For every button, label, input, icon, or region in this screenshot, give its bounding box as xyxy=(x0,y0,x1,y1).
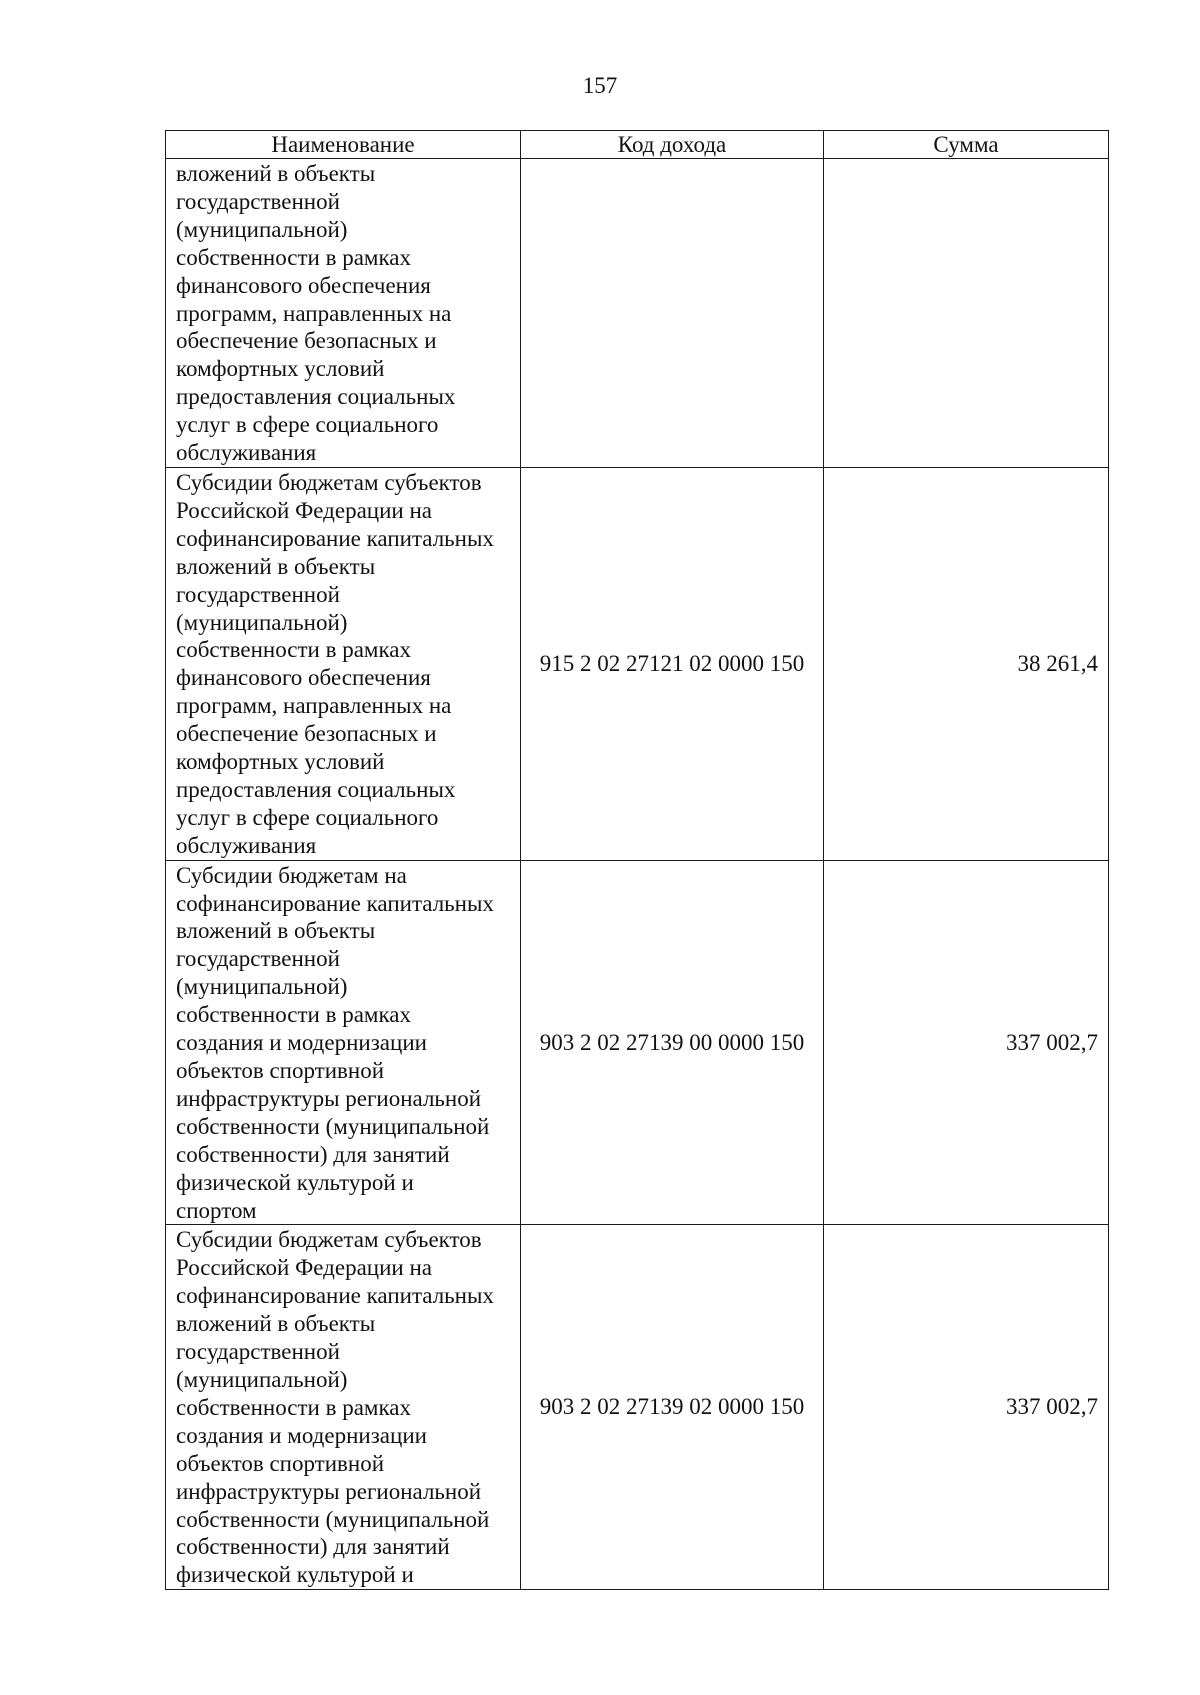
name-line: собственности в рамках xyxy=(176,244,412,270)
table-row xyxy=(166,159,1109,468)
name-line: физической культурой и xyxy=(176,1562,414,1588)
name-line: предоставления социальных xyxy=(176,776,456,802)
name-line: вложений в объекты xyxy=(176,1311,376,1337)
name-line: спортом xyxy=(176,1197,257,1223)
cell-name xyxy=(166,159,521,468)
column-header-name: Наименование xyxy=(166,131,521,159)
name-line: финансового обеспечения xyxy=(176,665,431,691)
name-line: (муниципальной) xyxy=(176,609,348,635)
cell-name xyxy=(166,1225,521,1590)
cell-name xyxy=(166,467,521,860)
name-line: вложений в объекты xyxy=(176,918,376,944)
name-line: государственной xyxy=(176,946,340,972)
name-line: инфраструктуры региональной xyxy=(176,1478,482,1504)
name-line: софинансирование капитальных xyxy=(176,525,494,551)
name-line: финансового обеспечения xyxy=(176,272,431,298)
cell-name xyxy=(166,860,521,1225)
name-line: Российской Федерации на xyxy=(176,497,432,523)
cell-sum: 337 002,7 xyxy=(824,860,1109,1225)
column-header-sum: Сумма xyxy=(824,131,1109,159)
name-line: собственности в рамках xyxy=(176,1002,412,1028)
name-line: объектов спортивной xyxy=(176,1058,385,1083)
name-line: собственности в рамках xyxy=(176,1394,412,1420)
cell-revenue-code: 903 2 02 27139 02 0000 150 xyxy=(521,1225,824,1590)
revenue-table xyxy=(165,130,1109,1590)
table-row xyxy=(166,1225,1109,1590)
name-line: государственной xyxy=(176,1339,340,1365)
cell-sum: 38 261,4 xyxy=(824,467,1109,860)
name-line: предоставления социальных xyxy=(176,384,456,410)
name-line: собственности) для занятий xyxy=(176,1534,450,1560)
name-line: (муниципальной) xyxy=(176,216,348,242)
table-row xyxy=(166,860,1109,1225)
name-line: услуг в сфере социального xyxy=(176,412,439,438)
name-line: (муниципальной) xyxy=(176,974,348,1000)
name-line: софинансирование капитальных xyxy=(176,890,494,916)
cell-sum xyxy=(824,159,1109,468)
name-line: вложений в объекты xyxy=(176,553,376,579)
name-line: обслуживания xyxy=(176,832,317,858)
name-line: программ, направленных на xyxy=(176,300,452,326)
name-line: объектов спортивной xyxy=(176,1450,385,1476)
name-line: физической культурой и xyxy=(176,1169,414,1195)
name-line: комфортных условий xyxy=(176,356,385,382)
name-line: государственной xyxy=(176,581,340,607)
name-line: Субсидии бюджетам субъектов xyxy=(176,1227,482,1253)
name-line: программ, направленных на xyxy=(176,693,452,719)
name-line: обслуживания xyxy=(176,440,317,466)
name-line: Субсидии бюджетам на xyxy=(176,862,407,888)
cell-revenue-code: 915 2 02 27121 02 0000 150 xyxy=(521,467,824,860)
name-line: создания и модернизации xyxy=(176,1030,427,1056)
column-header-code: Код дохода xyxy=(521,131,824,159)
name-line: государственной xyxy=(176,188,340,214)
name-line: собственности (муниципальной xyxy=(176,1506,490,1532)
cell-sum: 337 002,7 xyxy=(824,1225,1109,1590)
name-line: собственности) для занятий xyxy=(176,1141,450,1167)
name-line: (муниципальной) xyxy=(176,1366,348,1392)
name-line: софинансирование капитальных xyxy=(176,1283,494,1309)
table-row xyxy=(166,467,1109,860)
name-line: создания и модернизации xyxy=(176,1422,427,1448)
name-line: услуг в сфере социального xyxy=(176,804,439,830)
table-header-row xyxy=(166,131,1109,159)
name-line: Субсидии бюджетам субъектов xyxy=(176,469,482,495)
name-line: Российской Федерации на xyxy=(176,1255,432,1281)
name-line: комфортных условий xyxy=(176,749,385,775)
name-line: вложений в объекты xyxy=(176,161,376,186)
name-line: собственности (муниципальной xyxy=(176,1113,490,1139)
name-line: обеспечение безопасных и xyxy=(176,721,437,747)
name-line: инфраструктуры региональной xyxy=(176,1085,482,1111)
table-body xyxy=(166,159,1109,1590)
page-number: 157 xyxy=(582,73,618,98)
name-line: собственности в рамках xyxy=(176,637,412,663)
cell-revenue-code xyxy=(521,159,824,468)
name-line: обеспечение безопасных и xyxy=(176,328,437,354)
cell-revenue-code: 903 2 02 27139 00 0000 150 xyxy=(521,860,824,1225)
